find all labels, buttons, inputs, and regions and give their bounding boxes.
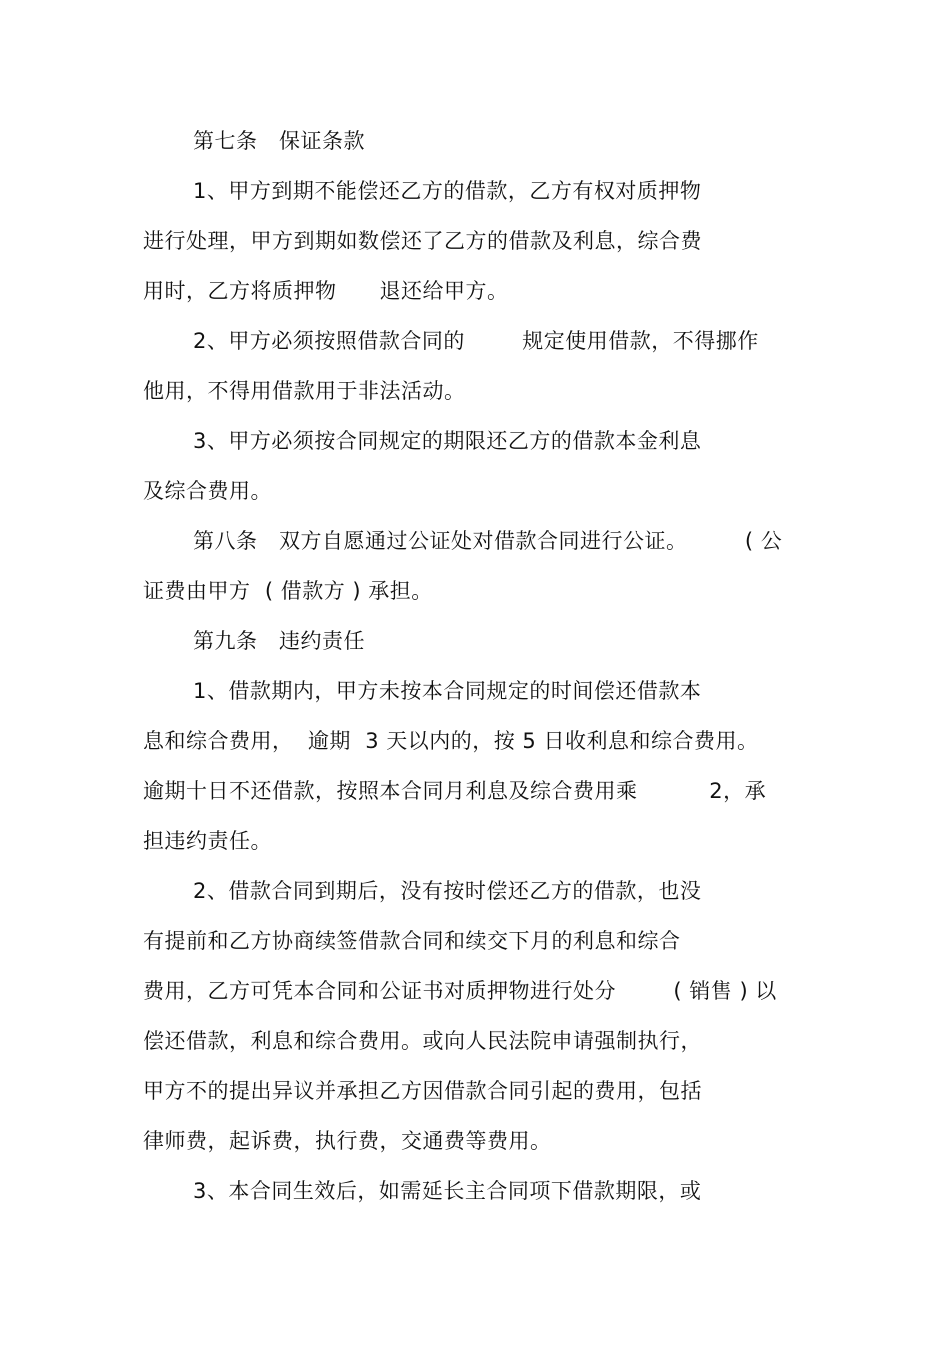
- paragraph-line: 1、甲方到期不能偿还乙方的借款，乙方有权对质押物: [193, 179, 702, 203]
- paragraph-line: 用时，乙方将质押物 退还给甲方。: [143, 279, 509, 303]
- paragraph-line: 他用，不得用借款用于非法活动。: [143, 379, 466, 403]
- paragraph-line: 1、借款期内，甲方未按本合同规定的时间偿还借款本: [193, 679, 702, 703]
- paragraph-line: 证费由甲方 ( 借款方 ) 承担。: [143, 579, 433, 603]
- paragraph-line: 及综合费用。: [143, 479, 272, 503]
- paragraph-line: 息和综合费用， 逾期 3 天以内的，按 5 日收利息和综合费用。: [143, 729, 759, 753]
- paragraph-line: 2、甲方必须按照借款合同的 规定使用借款，不得挪作: [193, 329, 759, 353]
- article-8-paragraph: 第八条 双方自愿通过公证处对借款合同进行公证。 ( 公: [193, 529, 783, 553]
- paragraph-line: 甲方不的提出异议并承担乙方因借款合同引起的费用，包括: [143, 1079, 702, 1103]
- paragraph-line: 费用，乙方可凭本合同和公证书对质押物进行处分 ( 销售 ) 以: [143, 979, 777, 1003]
- paragraph-line: 律师费，起诉费，执行费，交通费等费用。: [143, 1129, 552, 1153]
- paragraph-line: 3、甲方必须按合同规定的期限还乙方的借款本金利息: [193, 429, 702, 453]
- article-9-heading: 第九条 违约责任: [193, 629, 366, 653]
- article-7-heading: 第七条 保证条款: [193, 129, 366, 153]
- paragraph-line: 逾期十日不还借款，按照本合同月利息及综合费用乘 2，承: [143, 779, 767, 803]
- paragraph-line: 进行处理，甲方到期如数偿还了乙方的借款及利息，综合费: [143, 229, 702, 253]
- paragraph-line: 有提前和乙方协商续签借款合同和续交下月的利息和综合: [143, 929, 681, 953]
- paragraph-line: 3、本合同生效后，如需延长主合同项下借款期限，或: [193, 1179, 702, 1203]
- paragraph-line: 担违约责任。: [143, 829, 272, 853]
- paragraph-line: 2、借款合同到期后，没有按时偿还乙方的借款，也没: [193, 879, 702, 903]
- paragraph-line: 偿还借款，利息和综合费用。或向人民法院申请强制执行，: [143, 1029, 702, 1053]
